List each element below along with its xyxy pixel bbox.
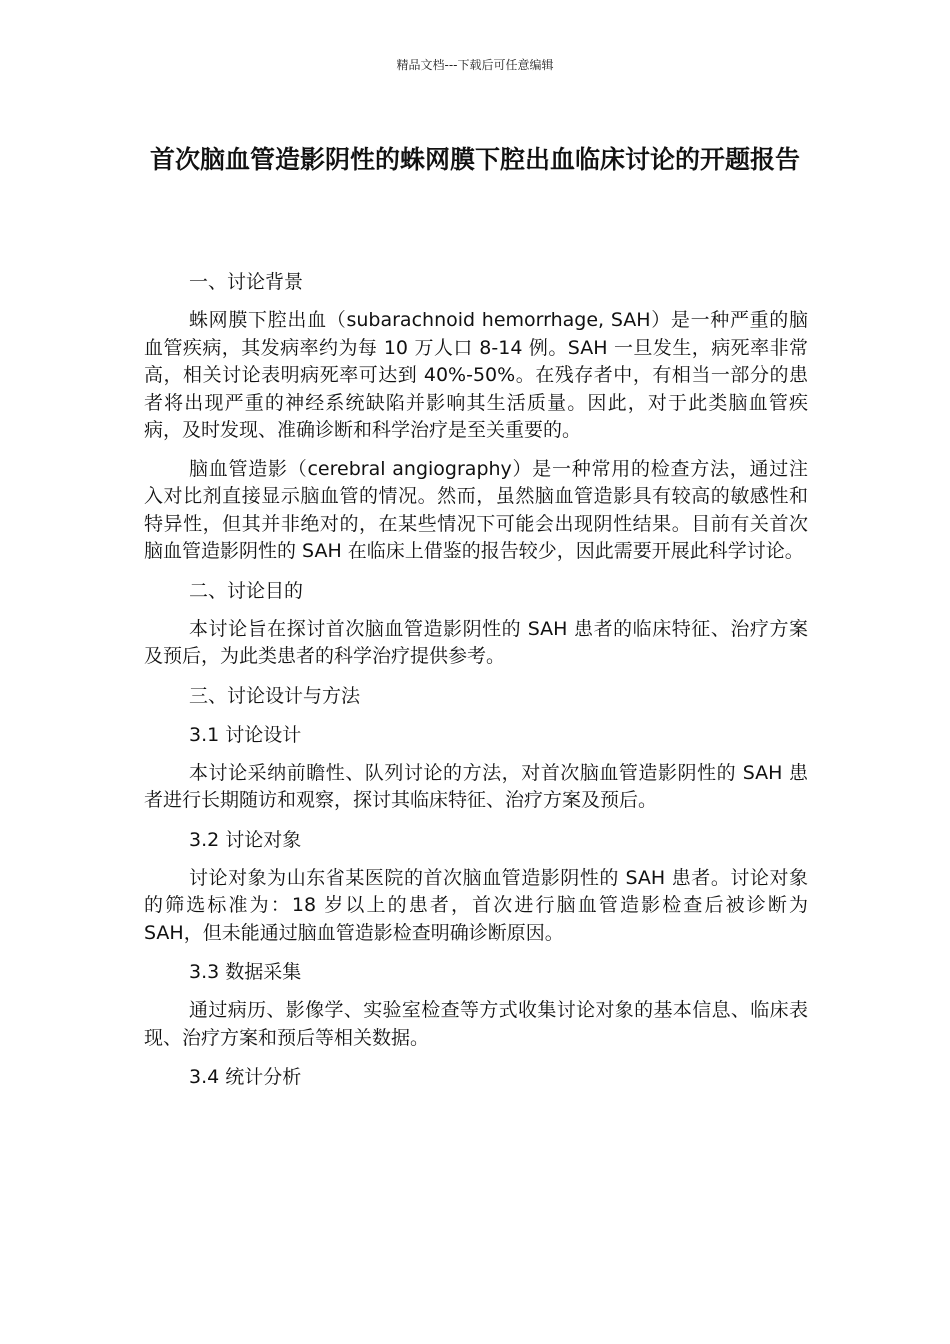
- subsection-heading-data-collection: 3.3 数据采集: [189, 961, 302, 983]
- paragraph-sah-overview: 蛛网膜下腔出血（subarachnoid hemorrhage, SAH）是一种严重的脑血管疾病，其发病率约为每 10 万人口 8-14 例。SAH 一旦发生，病死率非常高，相关讨论表明病死率可达到 40%-50%。在残存者中，有相当一部分的患者将出现严重的神经系统缺陷并影响其生活质量。因此，对于此类脑血管疾病，及时发现、准确诊断和科学治疗是至关重要的。: [144, 309, 808, 441]
- page-header-note: 精品文档---下载后可任意编辑: [396, 58, 554, 72]
- section-heading-design-methods: 三、讨论设计与方法: [189, 684, 361, 707]
- document-title: 首次脑血管造影阴性的蛛网膜下腔出血临床讨论的开题报告: [149, 145, 800, 174]
- paragraph-purpose: 本讨论旨在探讨首次脑血管造影阴性的 SAH 患者的临床特征、治疗方案及预后，为此类患者的科学治疗提供参考。: [144, 617, 808, 667]
- section-heading-background: 一、讨论背景: [189, 271, 304, 293]
- paragraph-design: 本讨论采纳前瞻性、队列讨论的方法，对首次脑血管造影阴性的 SAH 患者进行长期随访和观察，探讨其临床特征、治疗方案及预后。: [144, 761, 808, 811]
- paragraph-angiography: 脑血管造影（cerebral angiography）是一种常用的检查方法，通过注入对比剂直接显示脑血管的情况。然而，虽然脑血管造影具有较高的敏感性和特异性，但其并非绝对的，在某些情况下可能会出现阴性结果。目前有关首次脑血管造影阴性的 SAH 在临床上借鉴的报告较少，因此需要开展此科学讨论。: [144, 457, 808, 562]
- section-heading-purpose: 二、讨论目的: [189, 579, 304, 602]
- subsection-heading-subjects: 3.2 讨论对象: [189, 828, 302, 851]
- paragraph-data-collection: 通过病历、影像学、实验室检查等方式收集讨论对象的基本信息、临床表现、治疗方案和预后等相关数据。: [144, 999, 808, 1049]
- paragraph-subjects: 讨论对象为山东省某医院的首次脑血管造影阴性的 SAH 患者。讨论对象的筛选标准为：18 岁以上的患者，首次进行脑血管造影检查后被诊断为 SAH，但未能通过脑血管造影检查明确诊断原因。: [144, 866, 808, 944]
- subsection-heading-design: 3.1 讨论设计: [189, 723, 302, 746]
- subsection-heading-statistics: 3.4 统计分析: [189, 1066, 302, 1088]
- document-body: [144, 268, 808, 1102]
